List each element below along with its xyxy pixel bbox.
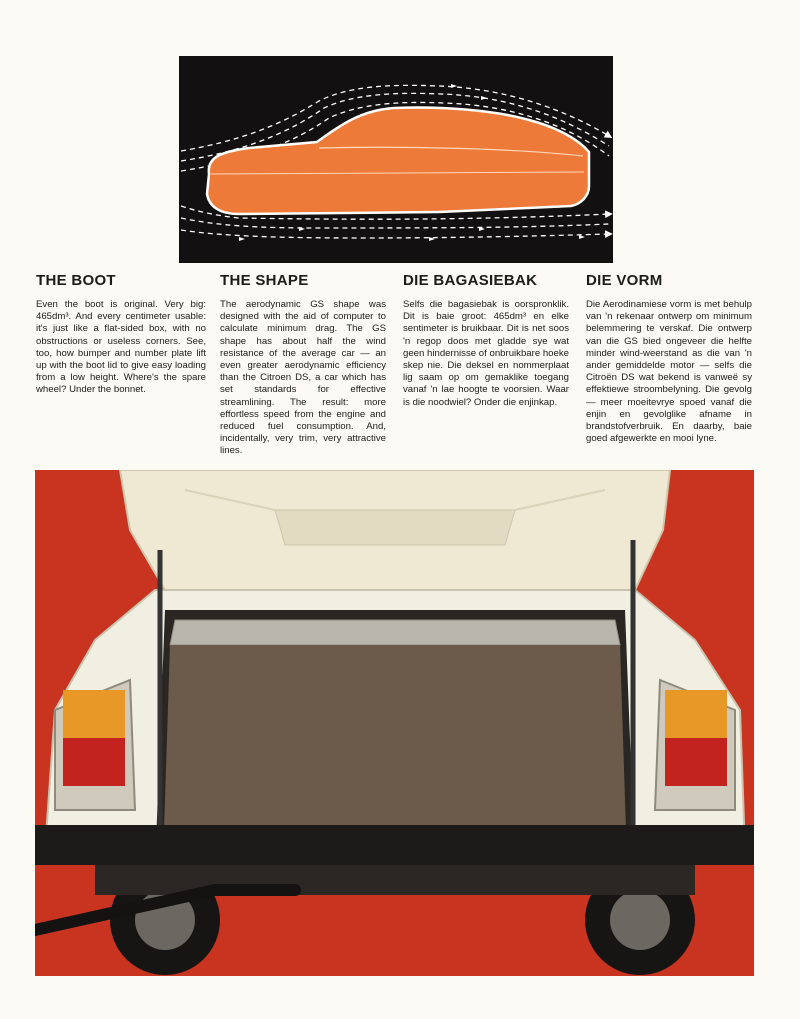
right-tail-light bbox=[655, 680, 735, 810]
car-silhouette bbox=[207, 108, 589, 215]
aerodynamic-diagram bbox=[179, 56, 613, 263]
boot-illustration bbox=[35, 470, 754, 976]
rear-bumper bbox=[35, 825, 754, 865]
airflow-illustration bbox=[179, 56, 613, 263]
heading-die-bagasiebak: DIE BAGASIEBAK bbox=[403, 272, 538, 289]
column-the-shape bbox=[220, 272, 386, 458]
left-tail-light bbox=[55, 680, 135, 810]
text-the-shape: The aerodynamic GS shape was designed with the aid of computer to calculate minimum drag. The GS shape has about half the wind resistance of the average car — an even greater aerodynamic efficiency than the Citroen DS, a car which has set standards for effective streamlining. The result: more effortless speed from the engine and reduced fuel consumption. And, incidentally, very trim, very attractive lines. bbox=[220, 299, 386, 457]
heading-the-boot: THE BOOT bbox=[36, 272, 116, 289]
column-die-vorm bbox=[586, 272, 752, 445]
heading-die-vorm: DIE VORM bbox=[586, 272, 663, 289]
column-die-bagasiebak bbox=[403, 272, 569, 409]
text-the-boot: Even the boot is original. Very big: 465dm³. And every centimeter usable: it's just like a flat-sided box, with no obstructions or useless corners. See, too, how bumper and number plate lift up with the boot lid to give easy loading from a low height. Where's the spare wheel? Under the bonnet. bbox=[36, 299, 206, 396]
heading-the-shape: THE SHAPE bbox=[220, 272, 309, 289]
boot-photo bbox=[35, 470, 754, 976]
text-die-vorm: Die Aerodinamiese vorm is met behulp van 'n rekenaar ontwerp om minimum belemmering te verskaf. Die ontwerp van die GS bied ongeveer die helfte minder wind-weerstand as die van 'n ander gemiddelde motor — selfs die Citroën DS wat bekend is vanweë sy effektiewe stroombelyning. Die gevolg — meer moeitevrye spoed vanaf die enjin en gevolglike afname in brandstofverbruik. En daarby, baie goed afgewerkte en mooi lyne. bbox=[586, 299, 752, 445]
column-the-boot bbox=[36, 272, 206, 397]
text-die-bagasiebak: Selfs die bagasiebak is oorspronklik. Dit is baie groot: 465dm³ en elke sentimeter is bruikbaar. Dit is net soos 'n regop doos met gladde sye wat geen hindernisse of onbruikbare hoeke skep nie. Die deksel en nommerplaat lig saam op om gemaklike toegang vanaf 'n lae hoogte te voorsien. Waar is die noodwiel? Onder die enjinkap. bbox=[403, 299, 569, 408]
